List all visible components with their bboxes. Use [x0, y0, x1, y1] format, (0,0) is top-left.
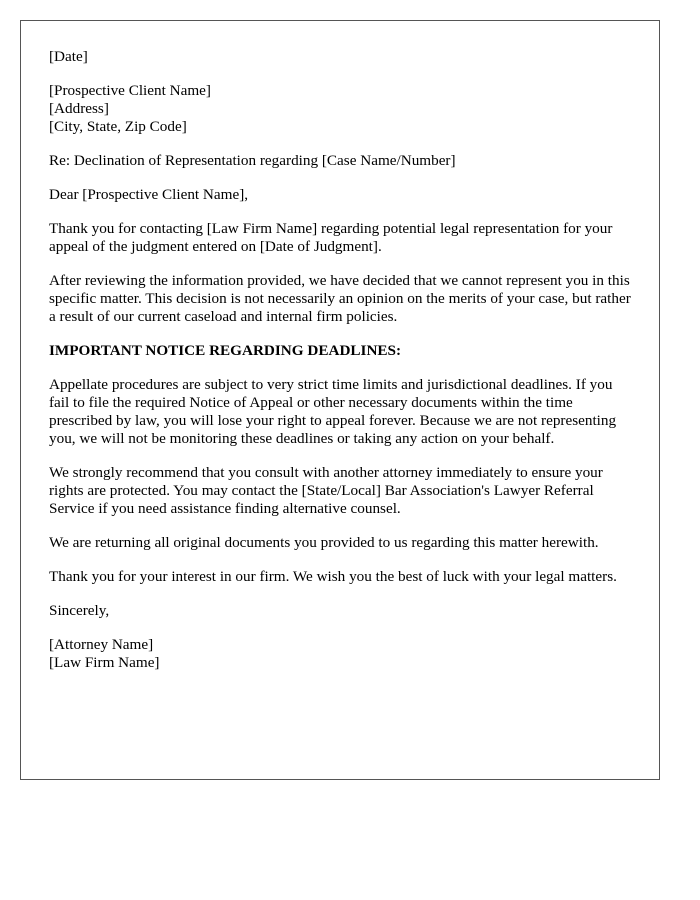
- recipient-address: [Address]: [49, 100, 109, 117]
- recipient-name: [Prospective Client Name]: [49, 82, 211, 99]
- recipient-city-state-zip: [City, State, Zip Code]: [49, 118, 187, 135]
- letter-date: [Date]: [49, 48, 88, 65]
- signature-block: [49, 636, 631, 672]
- subject-line: Re: Declination of Representation regarding [Case Name/Number]: [49, 152, 456, 169]
- paragraph-declination: After reviewing the information provided, we have decided that we cannot represent you in this specific matter. This decision is not necessarily an opinion on the merits of your case, but rather a result of our current caseload and internal firm policies.: [49, 272, 631, 325]
- letter-page: [20, 20, 660, 780]
- signature-attorney: [Attorney Name]: [49, 636, 154, 653]
- salutation: Dear [Prospective Client Name],: [49, 186, 249, 203]
- paragraph-recommendation: We strongly recommend that you consult with another attorney immediately to ensure your rights are protected. You may contact the [State/Local] Bar Association's Lawyer Referral Service if you need assistance finding alternative counsel.: [49, 464, 603, 517]
- paragraph-deadlines: Appellate procedures are subject to very strict time limits and jurisdictional deadlines. If you fail to file the required Notice of Appeal or other necessary documents within the time prescribed by law, you will lose your right to appeal forever. Because we are not representing you, we will not be monitoring these deadlines or taking any action on your behalf.: [49, 376, 617, 447]
- paragraph-thanks: Thank you for your interest in our firm. We wish you the best of luck with your legal matters.: [49, 568, 617, 585]
- notice-heading: IMPORTANT NOTICE REGARDING DEADLINES:: [49, 342, 402, 359]
- paragraph-intro: Thank you for contacting [Law Firm Name] regarding potential legal representation for your appeal of the judgment entered on [Date of Judgment].: [49, 220, 613, 255]
- recipient-address-block: [49, 82, 631, 136]
- signature-firm: [Law Firm Name]: [49, 654, 160, 671]
- closing: Sincerely,: [49, 602, 110, 619]
- paragraph-documents: We are returning all original documents you provided to us regarding this matter herewith.: [49, 534, 599, 551]
